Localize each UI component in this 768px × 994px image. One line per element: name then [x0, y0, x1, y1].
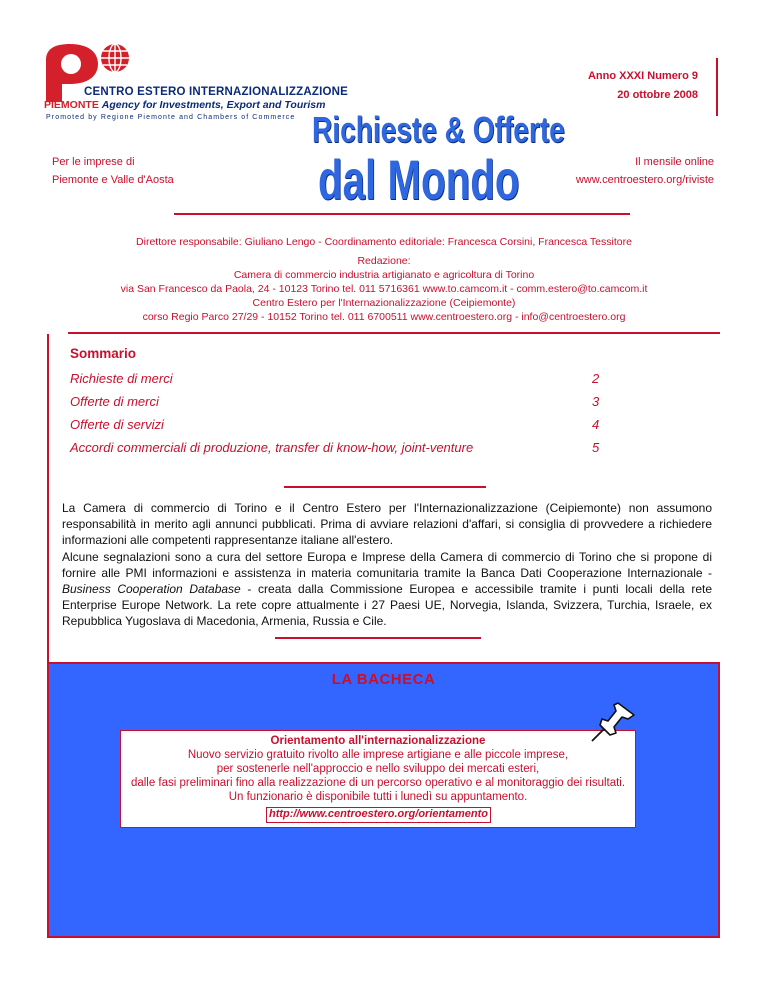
notice-title: Orientamento all'internazionalizzazione — [270, 735, 486, 747]
credits-redazione-label: Redazione: — [357, 255, 411, 267]
pushpin-icon — [588, 697, 642, 743]
logo-promoted: Promoted by Regione Piemonte and Chambers of Commerce — [46, 114, 296, 121]
credits-camera: Camera di commercio industria artigianato e agricoltura di Torino — [233, 269, 535, 281]
orientamento-link[interactable]: http://www.centroestero.org/orientamento — [266, 807, 491, 823]
sommario-item-offerte-merci[interactable]: Offerte di merci — [70, 394, 159, 409]
bacheca-title: LA BACHECA — [331, 671, 436, 688]
sommario-page: 3 — [592, 394, 600, 409]
credits-ceipiemonte: Centro Estero per l'Internazionalizzazione (Ceipiemonte) — [252, 297, 516, 309]
issue-divider — [716, 58, 718, 116]
logo-region: PIEMONTE — [44, 99, 99, 111]
notice-line: Nuovo servizio gratuito rivolto alle imprese artigiane e alle piccole imprese, — [187, 749, 569, 761]
logo-tagline: Agency for Investments, Export and Tourism — [101, 99, 326, 111]
segnalazioni-paragraph — [62, 549, 712, 629]
left-border — [47, 334, 49, 664]
masthead-rule — [174, 213, 630, 215]
divider — [275, 637, 481, 639]
sommario-item-richieste-merci[interactable]: Richieste di merci — [70, 371, 173, 386]
credits-camera-address: via San Francesco da Paola, 24 - 10123 Torino tel. 011 5716361 www.to.camcom.it - comm.estero@to.camcom.it — [120, 283, 648, 295]
sommario-page: 4 — [592, 417, 600, 432]
issue-number: Anno XXXI Numero 9 — [587, 70, 698, 82]
online-line-1: Il mensile online — [635, 156, 714, 168]
divider — [284, 486, 486, 488]
segnalazioni-text: Alcune segnalazioni sono a cura del settore Europa e Imprese della Camera di commercio di Torino che si propone di fornire alle PMI informazioni e assistenza in materia comunitaria tramite la Banca Dati Cooperazione Internazionale - — [62, 550, 712, 580]
notice-line: dalle fasi preliminari fino alla realizzazione di un percorso operativo e al monitoraggio dei risultati. — [130, 777, 626, 789]
sommario-item-accordi[interactable]: Accordi commerciali di produzione, transfer di know-how, joint-venture — [70, 440, 474, 455]
audience-line-2: Piemonte e Valle d'Aosta — [52, 174, 174, 186]
sommario-page: 5 — [592, 440, 600, 455]
logo-name: CENTRO ESTERO INTERNAZIONALIZZAZIONE — [84, 86, 349, 98]
masthead-line-2: dal Mondo — [318, 148, 520, 211]
issue-date: 20 ottobre 2008 — [617, 89, 698, 101]
notice-line: per sostenerle nell'approccio e nello sviluppo dei mercati esteri, — [216, 763, 540, 775]
credits-ceipiemonte-address: corso Regio Parco 27/29 - 10152 Torino tel. 011 6700511 www.centroestero.org - info@centroestero.org — [142, 311, 626, 323]
credits-director: Direttore responsabile: Giuliano Lengo - Coordinamento editoriale: Francesca Corsini, Francesca Tessitore — [136, 236, 632, 248]
audience-line-1: Per le imprese di — [52, 156, 135, 168]
online-url: www.centroestero.org/riviste — [575, 174, 714, 186]
section-rule — [68, 332, 720, 334]
sommario-item-offerte-servizi[interactable]: Offerte di servizi — [70, 417, 164, 432]
segnalazioni-database-name: Business Cooperation Database — [62, 582, 241, 596]
notice-line: Un funzionario è disponibile tutti i lunedì su appuntamento. — [228, 791, 528, 803]
logo-region-line — [44, 99, 325, 111]
sommario-title: Sommario — [70, 346, 137, 361]
segnalazioni-text-end: - creata dalla Commissione Europea e accessibile tramite i punti locali della rete Enterprise Europe Network. La rete copre attualmente i 27 Paesi UE, Norvegia, Islanda, Svizzera, Turchia, Israele, ex Repubblica Yugoslava di Macedonia, Armenia, Russia e Cile. — [62, 582, 712, 628]
masthead-line-1: Richieste & Offerte — [312, 109, 565, 150]
sommario-page: 2 — [592, 371, 600, 386]
disclaimer-paragraph: La Camera di commercio di Torino e il Centro Estero per l'Internazionalizzazione (Ceipiemonte) non assumono responsabilità in merito agli annunci pubblicati. Prima di avviare relazioni d'affari, si consiglia di provvedere a richiedere informazioni alle competenti rappresentanze italiane all'estero. — [62, 501, 712, 547]
